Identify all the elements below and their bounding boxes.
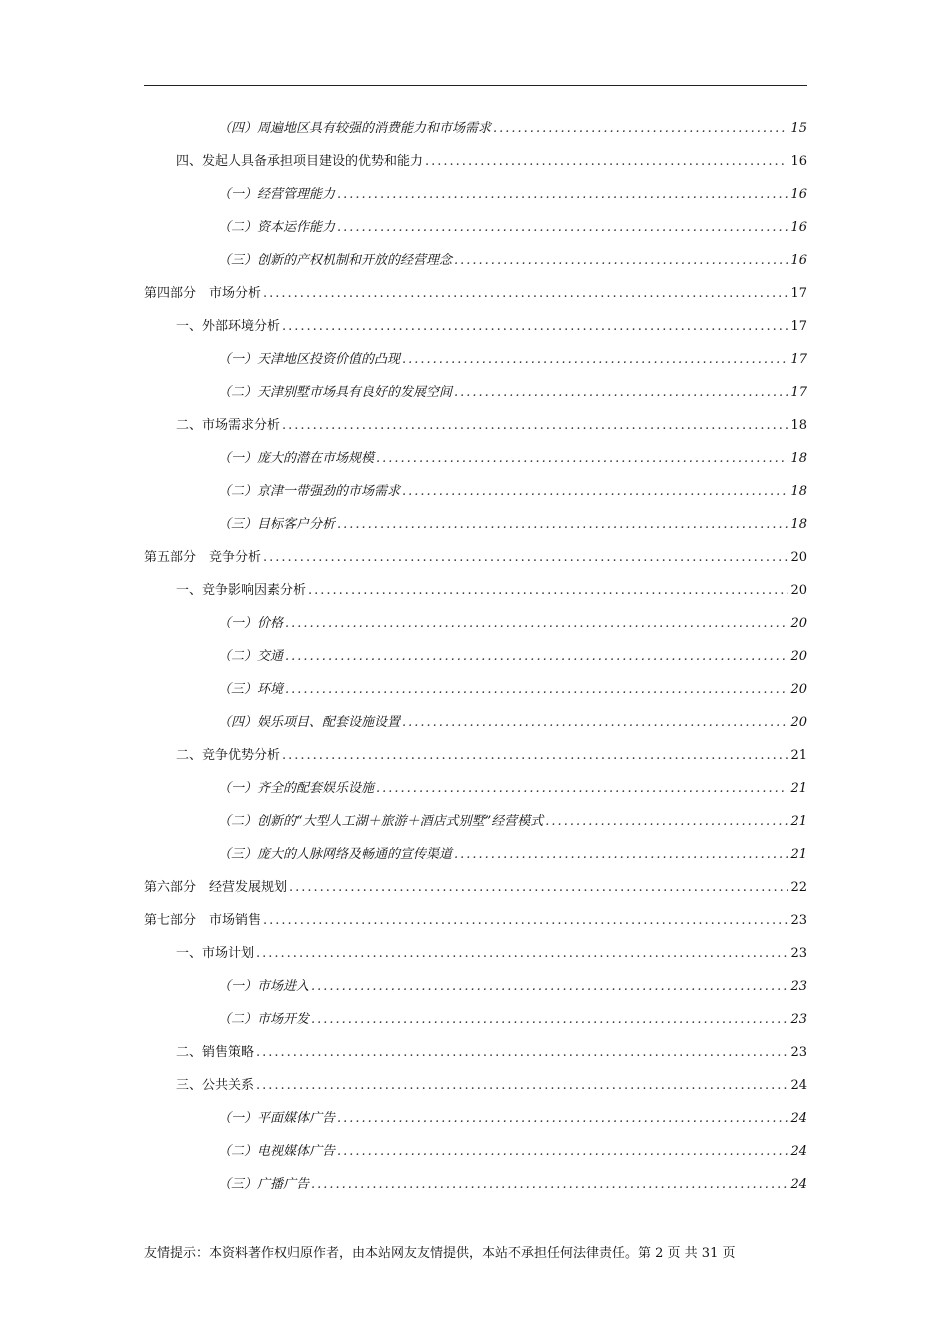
toc-dot-leader [376,772,788,805]
toc-entry-title: 二、销售策略 [176,1045,255,1060]
toc-dot-leader [493,112,788,145]
toc-entry[interactable] [144,1135,807,1168]
toc-entry-title: （四）周遍地区具有较强的消费能力和市场需求 [218,121,492,136]
toc-entry-title: 第六部分 经营发展规划 [144,880,288,895]
toc-entry-page-number: 24 [790,1144,807,1159]
toc-entry-title: （四）娱乐项目、配套设施设置 [218,715,401,730]
toc-entry-title: 第七部分 市场销售 [144,913,262,928]
toc-entry[interactable] [144,211,807,244]
toc-dot-leader [256,1036,788,1069]
toc-dot-leader [425,145,788,178]
toc-entry[interactable] [144,310,807,343]
toc-entry[interactable] [144,574,807,607]
toc-entry[interactable] [144,871,807,904]
toc-dot-leader [263,904,788,937]
toc-entry-title: （一）庞大的潜在市场规模 [218,451,375,466]
toc-entry-title: （二）天津别墅市场具有良好的发展空间 [218,385,453,400]
toc-entry[interactable] [144,475,807,508]
toc-dot-leader [256,1069,788,1102]
toc-entry-page-number: 24 [790,1177,807,1192]
toc-entry-title: （二）市场开发 [218,1012,310,1027]
toc-dot-leader [402,343,788,376]
toc-dot-leader [285,640,788,673]
toc-dot-leader [454,838,788,871]
toc-dot-leader [311,970,788,1003]
toc-entry-page-number: 23 [790,913,807,928]
toc-entry[interactable] [144,409,807,442]
toc-entry[interactable] [144,673,807,706]
toc-entry-title: 二、市场需求分析 [176,418,281,433]
toc-entry-page-number: 21 [790,847,807,862]
toc-entry-title: （二）交通 [218,649,284,664]
toc-dot-leader [285,607,788,640]
toc-entry[interactable] [144,607,807,640]
toc-entry-page-number: 17 [790,319,807,334]
toc-entry[interactable] [144,838,807,871]
toc-entry-title: （三）环境 [218,682,284,697]
toc-entry-page-number: 18 [790,451,807,466]
toc-entry[interactable] [144,739,807,772]
toc-entry[interactable] [144,1036,807,1069]
toc-dot-leader [454,376,788,409]
toc-dot-leader [337,508,788,541]
toc-entry-page-number: 18 [790,517,807,532]
toc-entry-page-number: 16 [790,154,807,169]
toc-entry-title: 一、竞争影响因素分析 [176,583,307,598]
toc-entry-title: （二）资本运作能力 [218,220,336,235]
toc-entry[interactable] [144,805,807,838]
toc-dot-leader [282,739,788,772]
toc-entry-title: （二）京津一带强劲的市场需求 [218,484,401,499]
table-of-contents [144,112,807,1201]
toc-dot-leader [545,805,788,838]
toc-dot-leader [402,475,788,508]
page-footer: 友情提示：本资料著作权归原作者，由本站网友友情提供，本站不承担任何法律责任。第 2 页 共 31 页 [144,1246,736,1261]
toc-entry-page-number: 20 [790,649,807,664]
toc-entry[interactable] [144,937,807,970]
toc-dot-leader [337,1135,788,1168]
toc-entry[interactable] [144,706,807,739]
toc-dot-leader [289,871,788,904]
toc-dot-leader [285,673,788,706]
toc-dot-leader [282,310,788,343]
toc-entry-page-number: 16 [790,253,807,268]
toc-entry-page-number: 20 [790,715,807,730]
toc-entry-page-number: 21 [790,814,807,829]
toc-entry[interactable] [144,1003,807,1036]
toc-entry-page-number: 23 [790,979,807,994]
toc-entry-page-number: 24 [790,1078,807,1093]
toc-entry-title: 四、发起人具备承担项目建设的优势和能力 [176,154,424,169]
toc-dot-leader [311,1168,788,1201]
toc-entry[interactable] [144,1102,807,1135]
toc-entry-title: 第四部分 市场分析 [144,286,262,301]
toc-entry-page-number: 17 [790,385,807,400]
toc-dot-leader [376,442,788,475]
toc-entry-page-number: 23 [790,1012,807,1027]
toc-entry-page-number: 23 [790,946,807,961]
toc-dot-leader [308,574,788,607]
toc-entry[interactable] [144,376,807,409]
toc-entry[interactable] [144,640,807,673]
toc-entry-title: 三、公共关系 [176,1078,255,1093]
toc-entry-title: （一）价格 [218,616,284,631]
toc-entry[interactable] [144,904,807,937]
toc-entry-page-number: 17 [790,286,807,301]
toc-entry-page-number: 20 [790,583,807,598]
toc-entry[interactable] [144,277,807,310]
toc-entry-title: 二、竞争优势分析 [176,748,281,763]
toc-entry-title: （三）庞大的人脉网络及畅通的宣传渠道 [218,847,453,862]
toc-entry-page-number: 17 [790,352,807,367]
toc-entry-page-number: 23 [790,1045,807,1060]
toc-dot-leader [282,409,788,442]
toc-entry-title: （一）天津地区投资价值的凸现 [218,352,401,367]
toc-entry-title: 一、市场计划 [176,946,255,961]
toc-dot-leader [402,706,788,739]
toc-entry-page-number: 18 [790,418,807,433]
toc-entry-title: （一）市场进入 [218,979,310,994]
toc-entry[interactable] [144,145,807,178]
toc-entry-page-number: 22 [790,880,807,895]
toc-dot-leader [337,1102,788,1135]
toc-entry-page-number: 20 [790,616,807,631]
toc-entry[interactable] [144,508,807,541]
toc-entry-title: 一、外部环境分析 [176,319,281,334]
toc-dot-leader [337,211,788,244]
toc-entry-title: （三）目标客户分析 [218,517,336,532]
toc-entry-page-number: 18 [790,484,807,499]
toc-entry-page-number: 21 [790,781,807,796]
toc-entry-page-number: 24 [790,1111,807,1126]
toc-entry-title: （二）电视媒体广告 [218,1144,336,1159]
toc-entry[interactable] [144,1069,807,1102]
header-rule [144,85,807,86]
toc-entry-title: （一）平面媒体广告 [218,1111,336,1126]
toc-dot-leader [256,937,788,970]
toc-entry-title: （三）创新的产权机制和开放的经营理念 [218,253,453,268]
toc-entry-page-number: 20 [790,682,807,697]
toc-entry[interactable] [144,112,807,145]
toc-entry-page-number: 21 [790,748,807,763]
toc-entry-page-number: 15 [790,121,807,136]
toc-entry-title: 第五部分 竞争分析 [144,550,262,565]
toc-entry-page-number: 20 [790,550,807,565]
toc-dot-leader [311,1003,788,1036]
toc-entry-title: （一）齐全的配套娱乐设施 [218,781,375,796]
toc-entry[interactable] [144,442,807,475]
toc-dot-leader [263,541,788,574]
toc-entry[interactable] [144,970,807,1003]
toc-entry[interactable] [144,343,807,376]
toc-entry[interactable] [144,541,807,574]
toc-entry[interactable] [144,178,807,211]
toc-entry[interactable] [144,772,807,805]
toc-dot-leader [454,244,788,277]
toc-dot-leader [337,178,788,211]
toc-entry-title: （二）创新的“大型人工湖＋旅游＋酒店式别墅”经营模式 [218,814,544,829]
toc-entry-title: （一）经营管理能力 [218,187,336,202]
toc-entry[interactable] [144,244,807,277]
toc-entry-page-number: 16 [790,187,807,202]
toc-entry[interactable] [144,1168,807,1201]
toc-entry-page-number: 16 [790,220,807,235]
toc-dot-leader [263,277,788,310]
toc-entry-title: （三）广播广告 [218,1177,310,1192]
